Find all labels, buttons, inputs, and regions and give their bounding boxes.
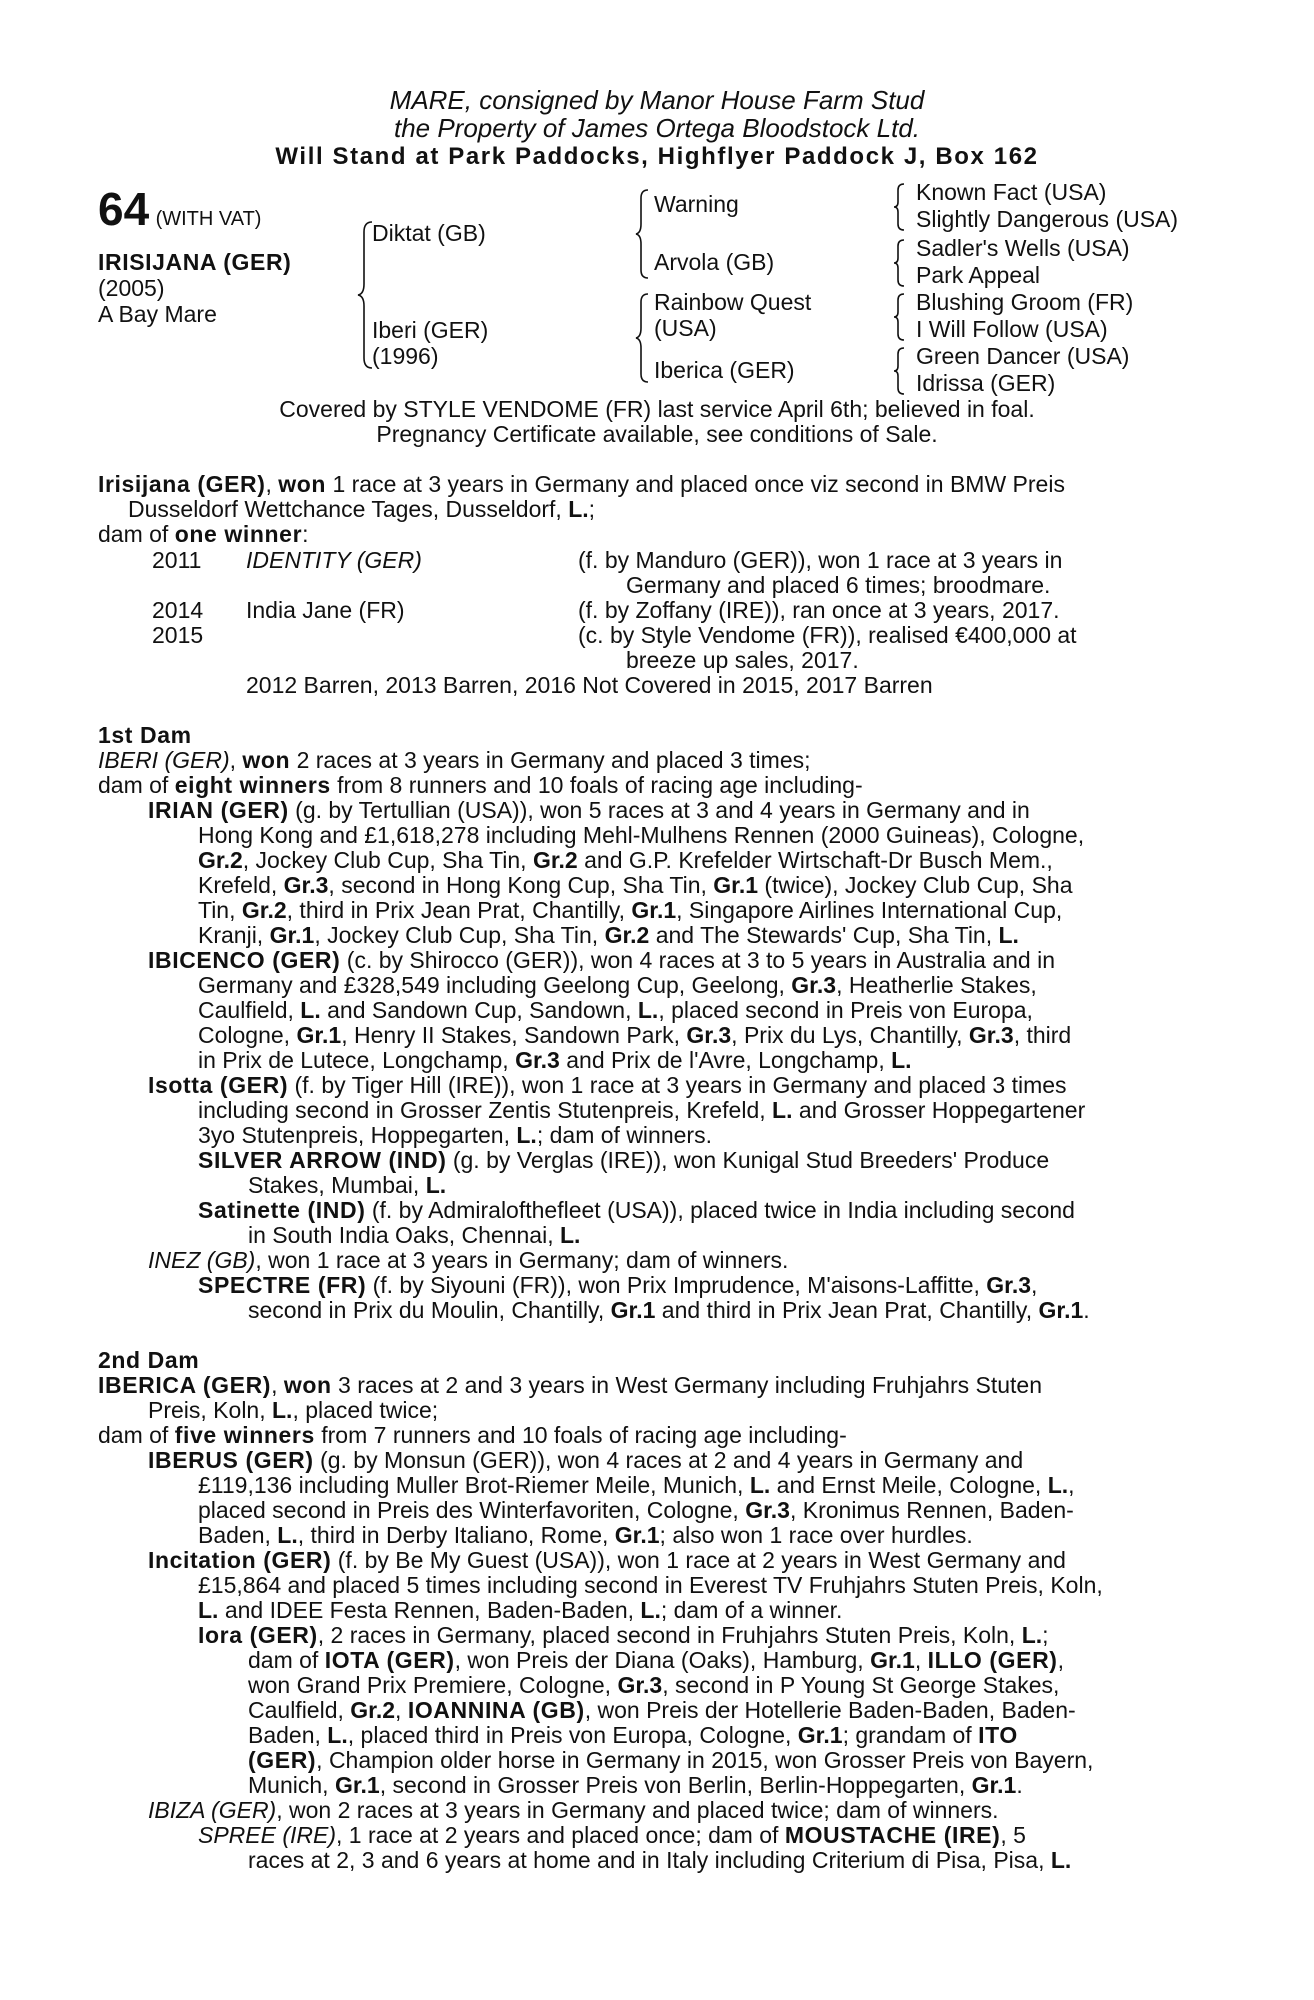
- irian-line5: Tin, Gr.2, third in Prix Jean Prat, Chantilly, Gr.1, Singapore Airlines International Cup,: [198, 897, 1063, 923]
- spree-line2: races at 2, 3 and 6 years at home and in Italy including Criterium di Pisa, Pisa, L.: [248, 1847, 1072, 1873]
- ibicenco-line1: IBICENCO (GER) (c. by Shirocco (GER)), won 4 races at 3 to 5 years in Australia and in: [148, 947, 1055, 973]
- iberus-line2: £119,136 including Muller Brot-Riemer Meile, Munich, L. and Ernst Meile, Cologne, L.,: [198, 1472, 1075, 1498]
- produce-desc-2015b: breeze up sales, 2017.: [626, 647, 859, 673]
- pedigree-brace-dam: [636, 292, 652, 384]
- satinette-line2: in South India Oaks, Chennai, L.: [248, 1222, 581, 1248]
- covering-note: Covered by STYLE VENDOME (FR) last service April 6th; believed in foal.: [279, 396, 1035, 422]
- produce-name-2014: India Jane (FR): [246, 597, 405, 623]
- pedigree-gg8: Idrissa (GER): [916, 370, 1056, 396]
- spectre-line2: second in Prix du Moulin, Chantilly, Gr.1 and third in Prix Jean Prat, Chantilly, Gr.1.: [248, 1297, 1090, 1323]
- pedigree-dam: Iberi (GER): [372, 317, 489, 343]
- second-dam-line3: dam of five winners from 7 runners and 10 foals of racing age including-: [98, 1422, 847, 1448]
- iora-line2: dam of IOTA (GER), won Preis der Diana (Oaks), Hamburg, Gr.1, ILLO (GER),: [248, 1647, 1064, 1673]
- iora-line4: Caulfield, Gr.2, IOANNINA (GB), won Preis der Hotellerie Baden-Baden, Baden-: [248, 1697, 1076, 1723]
- pedigree-gg2: Slightly Dangerous (USA): [916, 206, 1179, 232]
- second-dam-heading: 2nd Dam: [98, 1347, 200, 1373]
- iora-line1: Iora (GER), 2 races in Germany, placed second in Fruhjahrs Stuten Preis, Koln, L.;: [198, 1622, 1049, 1648]
- pedigree-brace-sire: [636, 188, 652, 280]
- first-dam-heading: 1st Dam: [98, 722, 192, 748]
- produce-year-2011: 2011: [152, 547, 202, 573]
- pedigree-gg1: Known Fact (USA): [916, 179, 1107, 205]
- irian-line6: Kranji, Gr.1, Jockey Club Cup, Sha Tin, Gr.2 and The Stewards' Cup, Sha Tin, L.: [198, 922, 1019, 948]
- spree-line1: SPREE (IRE), 1 race at 2 years and placed once; dam of MOUSTACHE (IRE), 5: [198, 1822, 1026, 1848]
- isotta-line3: 3yo Stutenpreis, Hoppegarten, L.; dam of winners.: [198, 1122, 712, 1148]
- pedigree-gg5: Blushing Groom (FR): [916, 289, 1134, 315]
- produce-desc-2011b: Germany and placed 6 times; broodmare.: [626, 572, 1051, 598]
- incitation-line1: Incitation (GER) (f. by Be My Guest (USA)), won 1 race at 2 years in West Germany and: [148, 1547, 1066, 1573]
- second-dam-line2: Preis, Koln, L., placed twice;: [148, 1397, 439, 1423]
- pedigree-dam-sire: Rainbow Quest: [654, 289, 812, 315]
- header-consignor: MARE, consigned by Manor House Farm Stud: [389, 85, 925, 115]
- lot-description: A Bay Mare: [98, 301, 217, 327]
- iberus-line3: placed second in Preis des Winterfavoriten, Cologne, Gr.3, Kronimus Rennen, Baden-: [198, 1497, 1074, 1523]
- irian-line1: IRIAN (GER) (g. by Tertullian (USA)), won 5 races at 3 and 4 years in Germany and in: [148, 797, 1030, 823]
- produce-desc-2015: (c. by Style Vendome (FR)), realised €400,000 at: [578, 622, 1077, 648]
- pedigree-sire: Diktat (GB): [372, 220, 486, 246]
- pedigree-dam-year: (1996): [372, 343, 439, 369]
- pedigree-gg3: Sadler's Wells (USA): [916, 235, 1130, 261]
- produce-year-2014: 2014: [152, 597, 204, 623]
- incitation-line2: £15,864 and placed 5 times including second in Everest TV Fruhjahrs Stuten Preis, Koln,: [198, 1572, 1103, 1598]
- lot-block: [98, 183, 262, 235]
- iberus-line4: Baden, L., third in Derby Italiano, Rome, Gr.1; also won 1 race over hurdles.: [198, 1522, 973, 1548]
- pedigree-brace-g2: [894, 238, 908, 288]
- iberus-line1: IBERUS (GER) (g. by Monsun (GER)), won 4 races at 2 and 4 years in Germany and: [148, 1447, 1024, 1473]
- lot-number: 64: [98, 183, 150, 235]
- iora-line7: Munich, Gr.1, second in Grosser Preis von Berlin, Berlin-Hoppegarten, Gr.1.: [248, 1772, 1023, 1798]
- silver-arrow-line2: Stakes, Mumbai, L.: [248, 1172, 447, 1198]
- pedigree-gg6: I Will Follow (USA): [916, 316, 1108, 342]
- ibicenco-line5: in Prix de Lutece, Longchamp, Gr.3 and Prix de l'Avre, Longchamp, L.: [198, 1047, 912, 1073]
- pedigree-gg7: Green Dancer (USA): [916, 343, 1130, 369]
- pedigree-brace-g1: [894, 182, 908, 232]
- produce-dam-of: dam of one winner:: [98, 521, 309, 547]
- lot-vat: (WITH VAT): [155, 208, 262, 230]
- irian-line2: Hong Kong and £1,618,278 including Mehl-Mulhens Rennen (2000 Guineas), Cologne,: [198, 822, 1085, 848]
- isotta-line1: Isotta (GER) (f. by Tiger Hill (IRE)), won 1 race at 3 years in Germany and placed 3 times: [148, 1072, 1067, 1098]
- ibicenco-line4: Cologne, Gr.1, Henry II Stakes, Sandown Park, Gr.3, Prix du Lys, Chantilly, Gr.3, third: [198, 1022, 1072, 1048]
- iora-line3: won Grand Prix Premiere, Cologne, Gr.3, second in P Young St George Stakes,: [248, 1672, 1060, 1698]
- pedigree-sire-sire: Warning: [654, 191, 739, 217]
- produce-year-2015: 2015: [152, 622, 204, 648]
- first-dam-line1: IBERI (GER), won 2 races at 3 years in Germany and placed 3 times;: [98, 747, 811, 773]
- produce-intro: Irisijana (GER), won 1 race at 3 years in Germany and placed once viz second in BMW Preis: [98, 471, 1065, 497]
- ibicenco-line3: Caulfield, L. and Sandown Cup, Sandown, L., placed second in Preis von Europa,: [198, 997, 1033, 1023]
- produce-intro-line2: Dusseldorf Wettchance Tages, Dusseldorf, L.;: [128, 496, 596, 522]
- pedigree-dam-dam: Iberica (GER): [654, 357, 795, 383]
- lot-year: (2005): [98, 275, 165, 301]
- header-stand-location: Will Stand at Park Paddocks, Highflyer Paddock J, Box 162: [275, 143, 1039, 170]
- ibicenco-line2: Germany and £328,549 including Geelong Cup, Geelong, Gr.3, Heatherlie Stakes,: [198, 972, 1037, 998]
- ibiza-line: IBIZA (GER), won 2 races at 3 years in Germany and placed twice; dam of winners.: [148, 1797, 999, 1823]
- iora-line6: (GER), Champion older horse in Germany in 2015, won Grosser Preis von Bayern,: [248, 1747, 1094, 1773]
- satinette-line1: Satinette (IND) (f. by Admiralofthefleet (USA)), placed twice in India including second: [198, 1197, 1075, 1223]
- first-dam-line2: dam of eight winners from 8 runners and 10 foals of racing age including-: [98, 772, 863, 798]
- pedigree-gg4: Park Appeal: [916, 262, 1041, 288]
- isotta-line2: including second in Grosser Zentis Stutenpreis, Krefeld, L. and Grosser Hoppegartener: [198, 1097, 1086, 1123]
- pedigree-sire-dam: Arvola (GB): [654, 249, 775, 275]
- produce-desc-2014: (f. by Zoffany (IRE)), ran once at 3 years, 2017.: [578, 597, 1060, 623]
- pedigree-brace-g4: [894, 346, 908, 396]
- spectre-line1: SPECTRE (FR) (f. by Siyouni (FR)), won Prix Imprudence, M'aisons-Laffitte, Gr.3,: [198, 1272, 1038, 1298]
- inez-line: INEZ (GB), won 1 race at 3 years in Germany; dam of winners.: [148, 1247, 789, 1273]
- pregnancy-note: Pregnancy Certificate available, see conditions of Sale.: [376, 421, 938, 447]
- produce-desc-2011: (f. by Manduro (GER)), won 1 race at 3 years in: [578, 547, 1063, 573]
- iora-line5: Baden, L., placed third in Preis von Europa, Cologne, Gr.1; grandam of ITO: [248, 1722, 1018, 1748]
- lot-horse-name: IRISIJANA (GER): [98, 249, 292, 275]
- irian-line3: Gr.2, Jockey Club Cup, Sha Tin, Gr.2 and G.P. Krefelder Wirtschaft-Dr Busch Mem.,: [198, 847, 1053, 873]
- incitation-line3: L. and IDEE Festa Rennen, Baden-Baden, L.; dam of a winner.: [198, 1597, 843, 1623]
- produce-name-2011: IDENTITY (GER): [246, 547, 422, 573]
- pedigree-dam-sire-country: (USA): [654, 315, 717, 341]
- pedigree-brace-g3: [894, 292, 908, 342]
- silver-arrow-line1: SILVER ARROW (IND) (g. by Verglas (IRE)), won Kunigal Stud Breeders' Produce: [198, 1147, 1050, 1173]
- header-property: the Property of James Ortega Bloodstock Ltd.: [393, 113, 921, 143]
- produce-barren-years: 2012 Barren, 2013 Barren, 2016 Not Covered in 2015, 2017 Barren: [246, 672, 933, 698]
- second-dam-line1: IBERICA (GER), won 3 races at 2 and 3 years in West Germany including Fruhjahrs Stuten: [98, 1372, 1043, 1398]
- irian-line4: Krefeld, Gr.3, second in Hong Kong Cup, Sha Tin, Gr.1 (twice), Jockey Club Cup, Sha: [198, 872, 1073, 898]
